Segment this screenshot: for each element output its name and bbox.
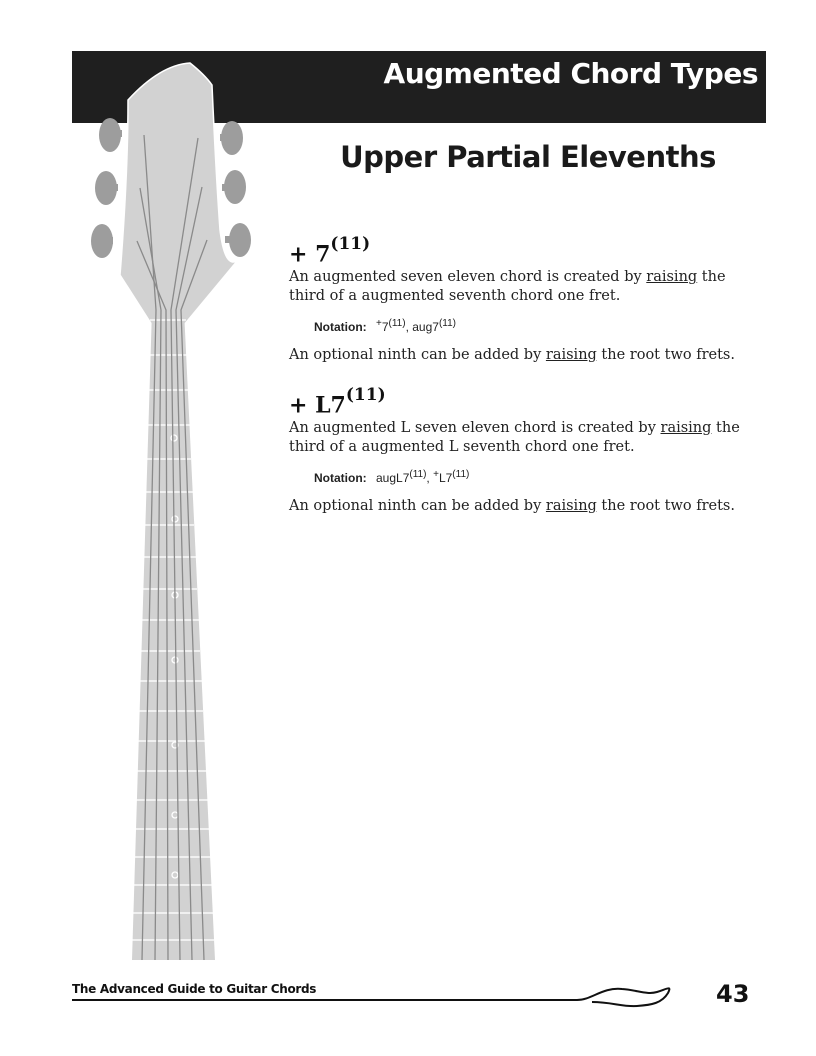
notation-symbol: augL7 <box>376 471 410 485</box>
chord-heading <box>289 379 749 419</box>
underlined-term: raising <box>660 420 712 436</box>
notation-prefix: + <box>376 318 382 329</box>
section-title: Upper Partial Elevenths <box>340 140 716 174</box>
underlined-term: raising <box>545 498 597 514</box>
notation-symbol: L7 <box>438 471 453 485</box>
optional-text: the root two frets. <box>596 498 735 514</box>
page-number: 43 <box>716 980 750 1008</box>
chord-heading <box>289 228 749 268</box>
chord-name: + 7 <box>289 241 331 268</box>
chord-superscript: (11) <box>345 385 386 405</box>
notation-symbol: 7 <box>381 320 389 334</box>
notation-label: Notation: <box>314 320 367 334</box>
notation-superscript: (11) <box>438 318 456 329</box>
description-text: An augmented L seven eleven chord is created by <box>289 420 661 436</box>
description-text: the third of a augmented L seventh chord one fret. <box>289 420 740 455</box>
notation-line: Notation: +7$^{(11)}$, aug7$^{(11)}$ <box>314 318 456 334</box>
chord-name: + L7 <box>289 392 346 419</box>
underlined-term: raising <box>646 269 698 285</box>
optional-note <box>289 497 749 516</box>
notation-prefix: + <box>433 469 439 480</box>
optional-text: An optional ninth can be added by <box>289 498 546 514</box>
chord-description <box>289 268 749 306</box>
notation-superscript: (11) <box>388 318 406 329</box>
guitar-neck-illustration <box>80 55 260 965</box>
notation-superscript: (11) <box>409 469 427 480</box>
description-text: An augmented seven eleven chord is created by <box>289 269 647 285</box>
notation-label: Notation: <box>314 471 367 485</box>
optional-text: the root two frets. <box>596 347 735 363</box>
header-title: Augmented Chord Types <box>383 57 758 90</box>
chord-description <box>289 419 749 457</box>
notation-line: Notation: augL7$^{(11)}$, +L7$^{(11)}$ <box>314 469 470 485</box>
notation-superscript: (11) <box>452 469 470 480</box>
underlined-term: raising <box>545 347 597 363</box>
footer-book-title: The Advanced Guide to Guitar Chords <box>72 982 317 996</box>
chord-superscript: (11) <box>330 234 371 254</box>
description-text: the third of a augmented seventh chord one fret. <box>289 269 726 304</box>
optional-note <box>289 346 749 365</box>
optional-text: An optional ninth can be added by <box>289 347 546 363</box>
notation-symbol: aug7 <box>412 320 439 334</box>
content-column <box>289 228 749 516</box>
